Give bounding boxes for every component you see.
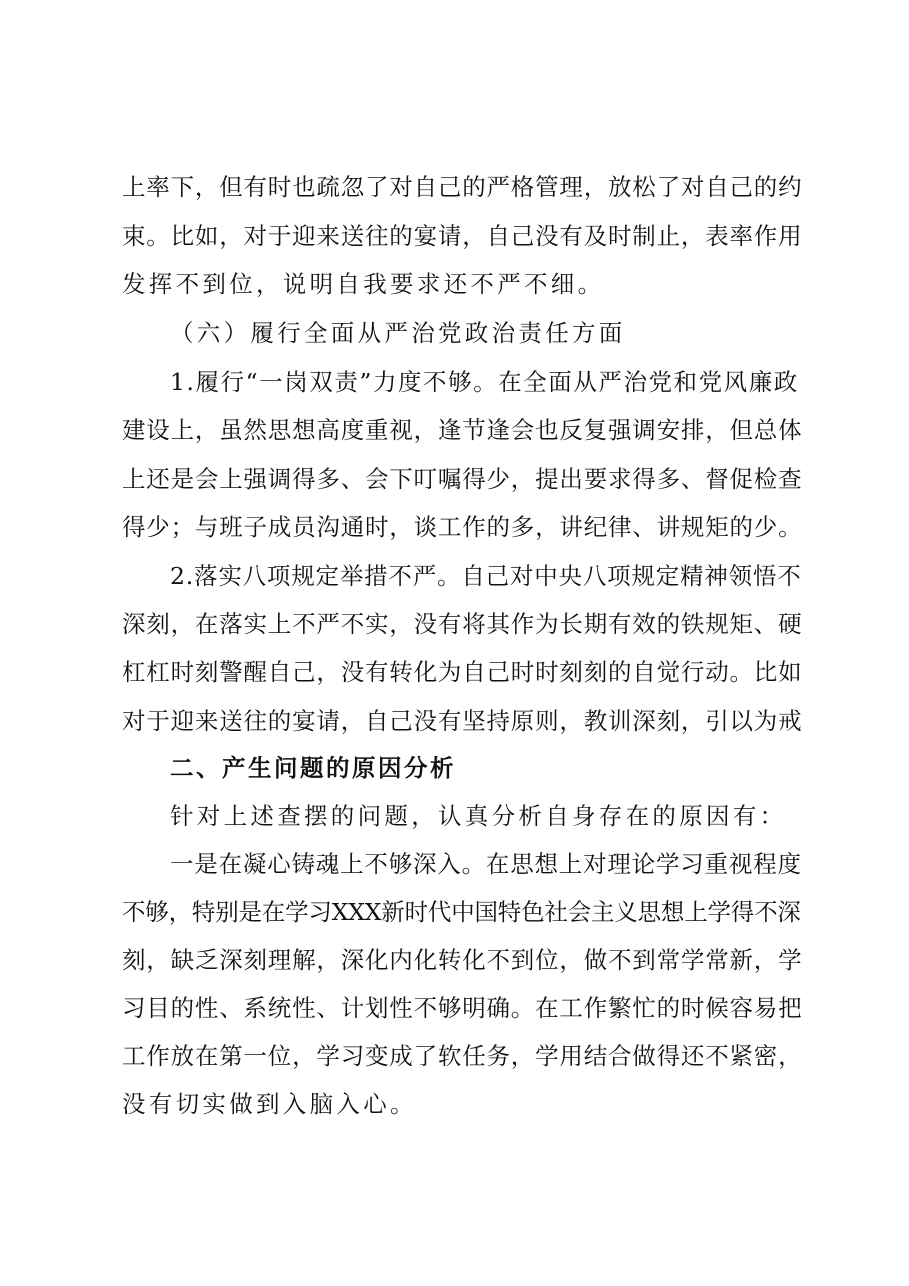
paragraph-line: 1.履行“一岗双责”力度不够。在全面从严治党和党风廉政 (170, 368, 799, 396)
paragraph-line: 不够，特别是在学习XXX新时代中国特色社会主义思想上学得不深 (122, 898, 801, 926)
paragraph-line: 针对上述查摆的问题，认真分析自身存在的原因有： (170, 802, 787, 830)
paragraph-line: 得少；与班子成员沟通时，谈工作的多，讲纪律、讲规矩的少。 (122, 513, 803, 541)
paragraph-line: 束。比如，对于迎来送往的宴请，自己没有及时制止，表率作用 (122, 222, 803, 250)
paragraph-line: 深刻，在落实上不严不实，没有将其作为长期有效的铁规矩、硬 (122, 610, 803, 638)
section-heading-6: （六）履行全面从严治党政治责任方面 (170, 319, 626, 347)
paragraph-line: 没有切实做到入脑入心。 (122, 1090, 417, 1118)
paragraph-line: 上率下，但有时也疏忽了对自己的严格管理，放松了对自己的约 (122, 173, 803, 201)
paragraph-line: 上还是会上强调得多、会下叮嘱得少，提出要求得多、督促检查 (122, 465, 803, 493)
paragraph-line: 发挥不到位，说明自我要求还不严不细。 (122, 270, 605, 298)
paragraph-line: 对于迎来送往的宴请，自己没有坚持原则，教训深刻，引以为戒 (122, 707, 803, 735)
paragraph-line: 建设上，虽然思想高度重视，逢节逢会也反复强调安排，但总体 (122, 416, 803, 444)
section-heading-2: 二、产生问题的原因分析 (170, 754, 456, 782)
paragraph-line: 习目的性、系统性、计划性不够明确。在工作繁忙的时候容易把 (122, 994, 803, 1022)
paragraph-line: 杠杠时刻警醒自己，没有转化为自己时时刻刻的自觉行动。比如 (122, 658, 803, 686)
paragraph-line: 刻，缺乏深刻理解，深化内化转化不到位，做不到常学常新，学 (122, 946, 803, 974)
paragraph-line: 2.落实八项规定举措不严。自己对中央八项规定精神领悟不 (170, 562, 802, 590)
paragraph-line: 一是在凝心铸魂上不够深入。在思想上对理论学习重视程度 (170, 850, 802, 878)
paragraph-line: 工作放在第一位，学习变成了软任务，学用结合做得还不紧密， (122, 1042, 803, 1070)
